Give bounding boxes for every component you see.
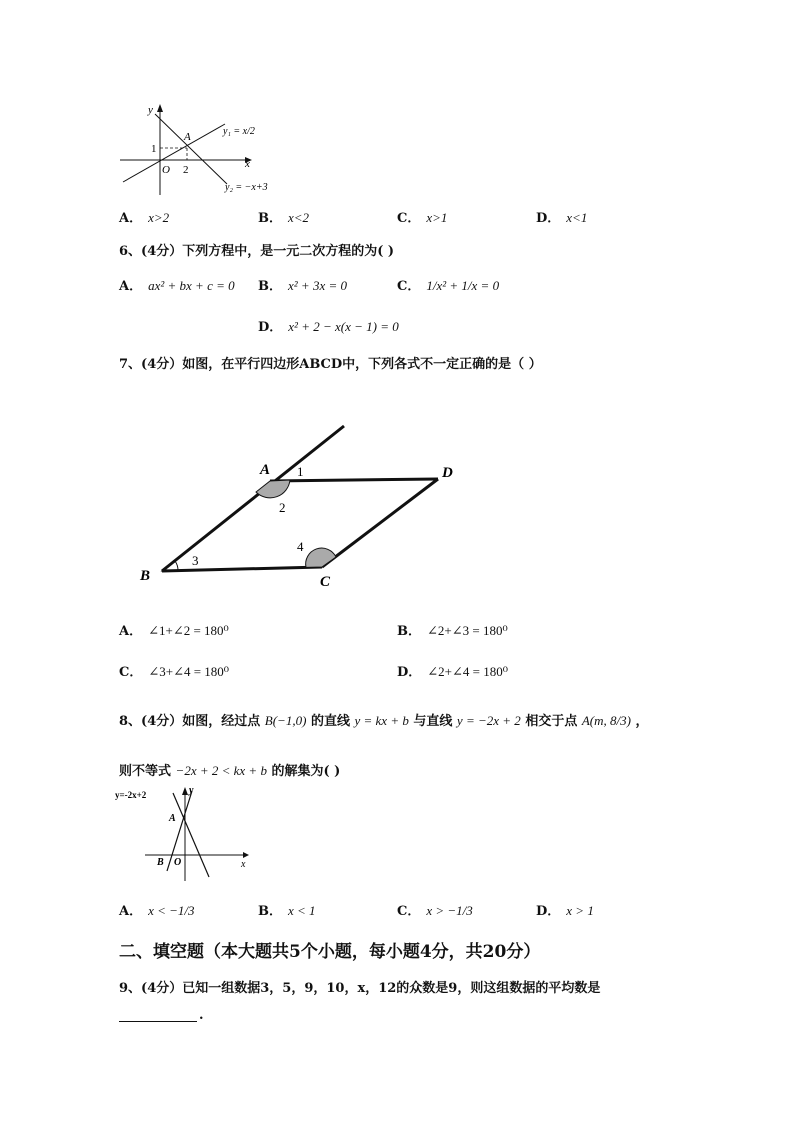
q8-x-label: x bbox=[241, 859, 246, 870]
q8-point-a: A(m, 8/3) bbox=[581, 713, 631, 728]
q7-angle-2-label: 2 bbox=[279, 500, 286, 515]
q6-option-c: C． 1/x² + 1/x = 0 bbox=[397, 278, 500, 294]
q8-option-d: D． x > 1 bbox=[536, 903, 594, 919]
q6-option-d: D． x² + 2 − x(x − 1) = 0 bbox=[258, 319, 399, 335]
q8-option-b: B． x < 1 bbox=[258, 903, 316, 919]
q5-option-c: C． x>1 bbox=[397, 210, 448, 226]
q8-graph bbox=[115, 783, 255, 883]
q9-answer-blank[interactable] bbox=[119, 1021, 197, 1022]
q8-origin-label: O bbox=[174, 857, 182, 868]
q7-angle-2-arc bbox=[256, 480, 290, 498]
q5-line1-label: y₁ = x/2 bbox=[223, 126, 255, 137]
q6-stem: 6、(4分）下列方程中，是一元二次方程的为( ) bbox=[119, 244, 395, 259]
q7-vertex-d: D bbox=[442, 465, 453, 481]
q8-stem-line2: 则不等式 −2x + 2 < kx + b 的解集为( ) bbox=[119, 763, 341, 779]
q7-option-a: A． ∠1+∠2 = 180⁰ bbox=[119, 623, 229, 639]
q7-option-c: C． ∠3+∠4 = 180⁰ bbox=[119, 664, 230, 680]
q5-line2-label: y₂ = −x+3 bbox=[225, 182, 268, 193]
q8-line2: y = −2x + 2 bbox=[456, 713, 521, 728]
q5-origin-label: O bbox=[162, 164, 170, 176]
q7-option-b: B． ∠2+∠3 = 180⁰ bbox=[397, 623, 508, 639]
q7-angle-3-label: 3 bbox=[192, 553, 199, 568]
q5-tick-y-label: 1 bbox=[151, 143, 157, 155]
q8-y-label: y bbox=[189, 785, 194, 796]
q7-angle-4-label: 4 bbox=[297, 539, 304, 554]
q7-angle-4-arc bbox=[306, 548, 336, 567]
q8-option-c: C． x > −1/3 bbox=[397, 903, 473, 919]
q8-option-a: A． x < −1/3 bbox=[119, 903, 195, 919]
q5-graph bbox=[115, 100, 295, 200]
q5-x-label: x bbox=[245, 158, 250, 170]
q7-vertex-c: C bbox=[320, 574, 331, 590]
q6-option-a: A． ax² + bx + c = 0 bbox=[119, 278, 235, 294]
q7-stem: 7、(4分）如图，在平行四边形ABCD中，下列各式不一定正确的是（ ） bbox=[119, 357, 542, 372]
q7-side-ad bbox=[270, 479, 438, 481]
q9-stem: 9、(4分）已知一组数据3，5，9，10，x，12的众数是9，则这组数据的平均数是 bbox=[119, 981, 601, 996]
section-fill-in-title: 二、填空题（本大题共5个小题，每小题4分，共20分） bbox=[119, 942, 541, 962]
q5-y-label: y bbox=[148, 104, 153, 116]
q8-inequality: −2x + 2 < kx + b bbox=[175, 763, 267, 778]
q9-blank-end: . bbox=[199, 1008, 204, 1023]
q8-point-b-label: B bbox=[157, 857, 164, 868]
q5-option-a: A． x>2 bbox=[119, 210, 170, 226]
q5-point-a-label: A bbox=[184, 131, 191, 143]
q6-option-b: B． x² + 3x = 0 bbox=[258, 278, 347, 294]
q5-option-b: B． x<2 bbox=[258, 210, 310, 226]
q7-vertex-a: A bbox=[260, 462, 271, 478]
q5-option-d: D． x<1 bbox=[536, 210, 588, 226]
q7-side-dc bbox=[322, 479, 438, 567]
q7-vertex-b: B bbox=[140, 568, 151, 584]
q8-line-label: y=-2x+2 bbox=[115, 790, 147, 800]
q7-parallelogram-figure bbox=[130, 418, 470, 593]
q7-option-d: D． ∠2+∠4 = 180⁰ bbox=[397, 664, 508, 680]
q7-side-bc bbox=[162, 567, 322, 571]
q5-tick-x-label: 2 bbox=[183, 164, 189, 176]
q8-point-b: B(−1,0) bbox=[264, 713, 307, 728]
q8-point-a-label: A bbox=[169, 813, 176, 824]
q8-stem-line1: 8、(4分）如图，经过点 B(−1,0) 的直线 y = kx + b 与直线 y = −2x + 2 相交于点 A(m, 8/3) ， bbox=[119, 713, 649, 729]
q8-line1: y = kx + b bbox=[354, 713, 409, 728]
q7-angle-1-label: 1 bbox=[297, 464, 304, 479]
